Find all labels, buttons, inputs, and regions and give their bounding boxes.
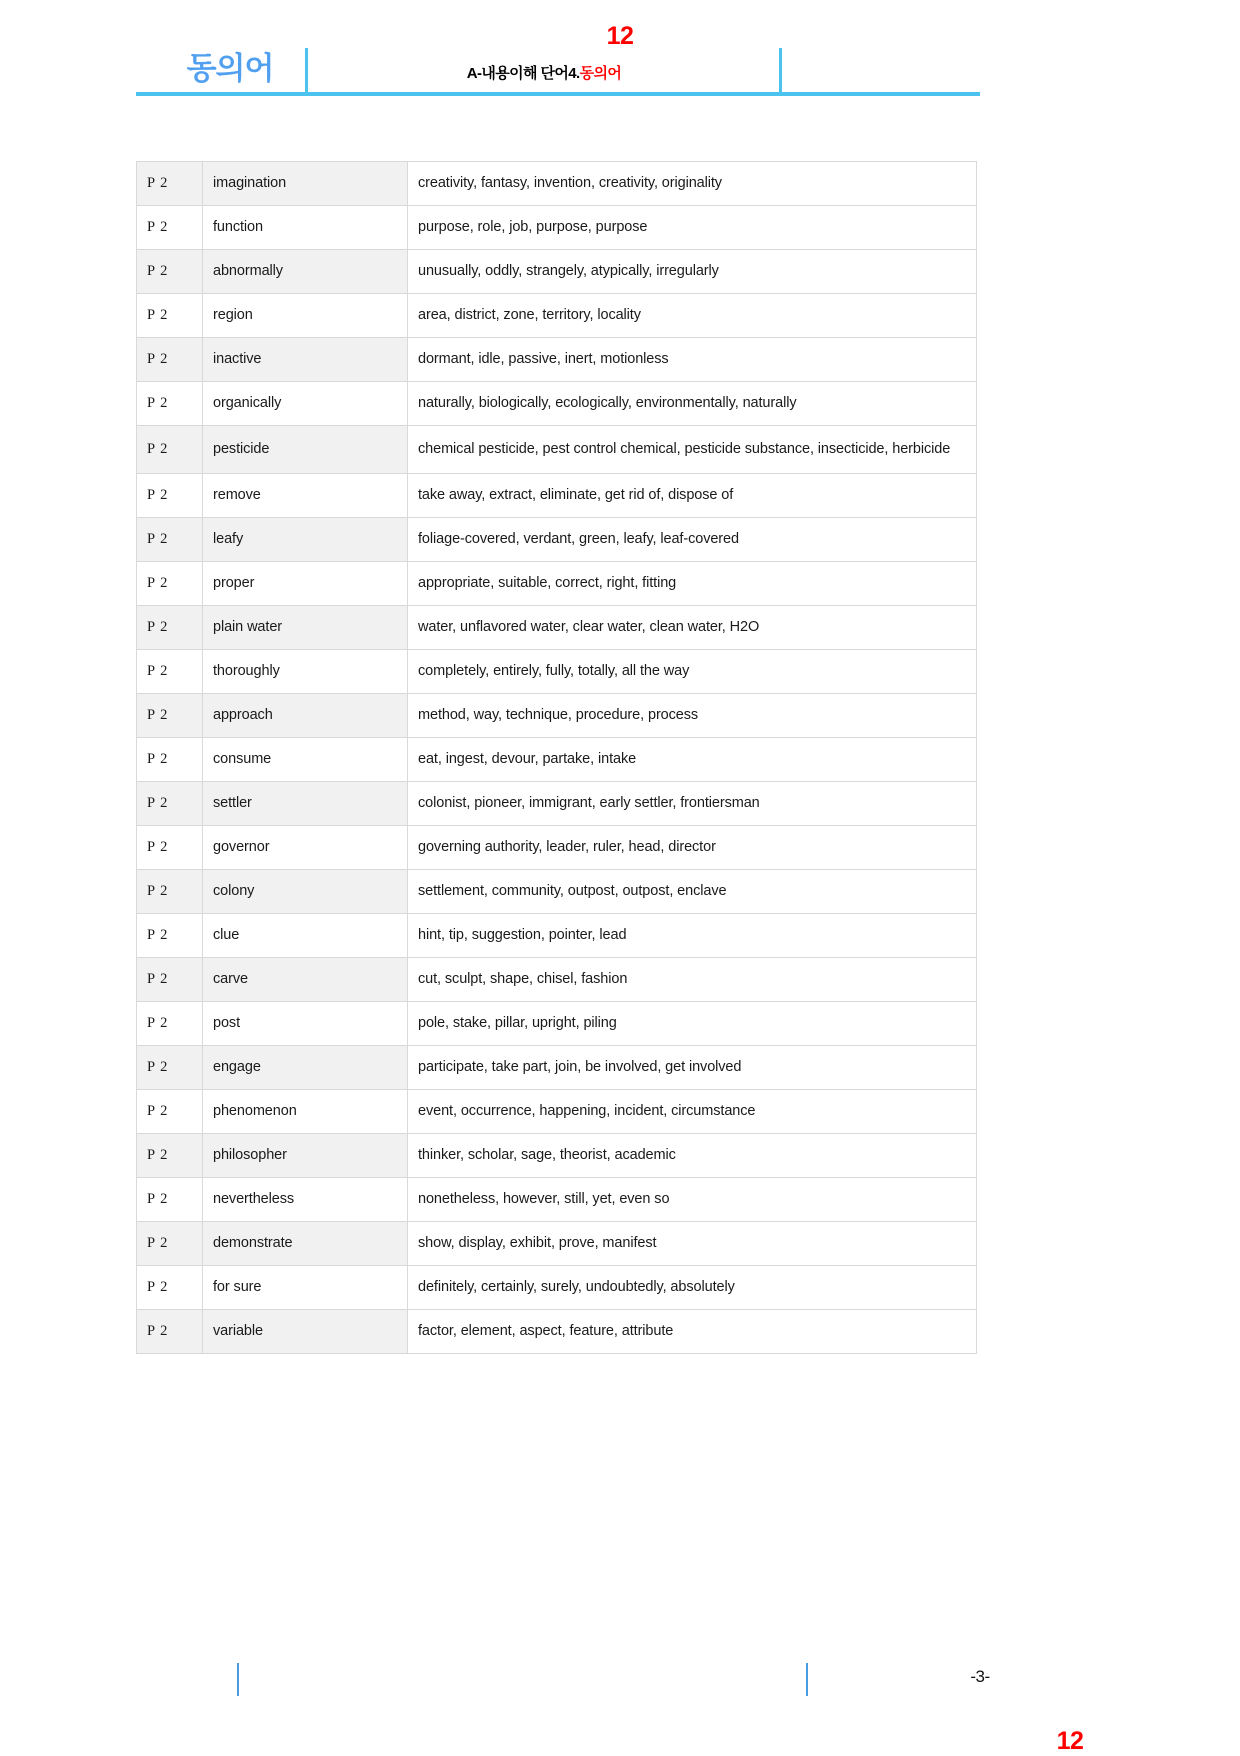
cell-word: carve <box>203 958 408 1002</box>
header-divider-left <box>305 48 308 93</box>
cell-word: for sure <box>203 1266 408 1310</box>
cell-synonyms: chemical pesticide, pest control chemical, pesticide substance, insecticide, herbicide <box>408 426 977 474</box>
cell-word: inactive <box>203 338 408 382</box>
cell-word: thoroughly <box>203 650 408 694</box>
cell-word: demonstrate <box>203 1222 408 1266</box>
page-header <box>0 0 1240 100</box>
cell-word: function <box>203 206 408 250</box>
footer-divider-right <box>806 1663 808 1696</box>
cell-page: P 2 <box>137 338 203 382</box>
cell-page: P 2 <box>137 1002 203 1046</box>
table-row <box>137 562 977 606</box>
cell-page: P 2 <box>137 1134 203 1178</box>
cell-page: P 2 <box>137 826 203 870</box>
cell-synonyms: participate, take part, join, be involved, get involved <box>408 1046 977 1090</box>
cell-page: P 2 <box>137 562 203 606</box>
cell-word: colony <box>203 870 408 914</box>
table-row <box>137 338 977 382</box>
cell-word: consume <box>203 738 408 782</box>
cell-page: P 2 <box>137 206 203 250</box>
cell-page: P 2 <box>137 914 203 958</box>
header-subtitle-accent: 동의어 <box>579 65 622 82</box>
cell-page: P 2 <box>137 1310 203 1354</box>
cell-word: settler <box>203 782 408 826</box>
page-footer <box>0 1650 1240 1754</box>
cell-page: P 2 <box>137 474 203 518</box>
cell-synonyms: take away, extract, eliminate, get rid of, dispose of <box>408 474 977 518</box>
table-row <box>137 870 977 914</box>
cell-synonyms: naturally, biologically, ecologically, environmentally, naturally <box>408 382 977 426</box>
cell-word: approach <box>203 694 408 738</box>
table-row <box>137 1090 977 1134</box>
cell-synonyms: governing authority, leader, ruler, head, director <box>408 826 977 870</box>
cell-synonyms: method, way, technique, procedure, process <box>408 694 977 738</box>
cell-word: region <box>203 294 408 338</box>
cell-page: P 2 <box>137 958 203 1002</box>
header-divider-right <box>779 48 782 93</box>
cell-synonyms: factor, element, aspect, feature, attribute <box>408 1310 977 1354</box>
table-row <box>137 1046 977 1090</box>
cell-synonyms: dormant, idle, passive, inert, motionless <box>408 338 977 382</box>
cell-word: variable <box>203 1310 408 1354</box>
cell-synonyms: colonist, pioneer, immigrant, early settler, frontiersman <box>408 782 977 826</box>
cell-page: P 2 <box>137 1090 203 1134</box>
cell-page: P 2 <box>137 870 203 914</box>
vocabulary-table-body <box>137 162 977 1354</box>
header-section-title: 동의어 <box>186 51 274 86</box>
table-row <box>137 782 977 826</box>
cell-word: leafy <box>203 518 408 562</box>
header-unit-number: 12 <box>606 22 634 50</box>
cell-synonyms: completely, entirely, fully, totally, all the way <box>408 650 977 694</box>
table-row <box>137 738 977 782</box>
cell-page: P 2 <box>137 650 203 694</box>
table-row <box>137 1310 977 1354</box>
table-row <box>137 162 977 206</box>
table-row <box>137 1266 977 1310</box>
cell-synonyms: nonetheless, however, still, yet, even so <box>408 1178 977 1222</box>
table-row <box>137 650 977 694</box>
table-row <box>137 294 977 338</box>
footer-unit-number: 12 <box>1056 1727 1084 1755</box>
cell-synonyms: foliage-covered, verdant, green, leafy, leaf-covered <box>408 518 977 562</box>
table-row <box>137 826 977 870</box>
vocabulary-table-container <box>136 161 976 1354</box>
cell-page: P 2 <box>137 782 203 826</box>
cell-page: P 2 <box>137 382 203 426</box>
cell-page: P 2 <box>137 1178 203 1222</box>
cell-synonyms: appropriate, suitable, correct, right, fitting <box>408 562 977 606</box>
cell-page: P 2 <box>137 250 203 294</box>
table-row <box>137 1134 977 1178</box>
cell-word: pesticide <box>203 426 408 474</box>
cell-word: proper <box>203 562 408 606</box>
header-horizontal-rule <box>136 92 980 96</box>
cell-page: P 2 <box>137 1266 203 1310</box>
table-row <box>137 1222 977 1266</box>
cell-word: remove <box>203 474 408 518</box>
cell-synonyms: area, district, zone, territory, locality <box>408 294 977 338</box>
table-row <box>137 518 977 562</box>
table-row <box>137 474 977 518</box>
cell-page: P 2 <box>137 518 203 562</box>
table-row <box>137 606 977 650</box>
footer-page-label: -3- <box>970 1667 990 1686</box>
table-row <box>137 1178 977 1222</box>
cell-word: imagination <box>203 162 408 206</box>
cell-synonyms: unusually, oddly, strangely, atypically, irregularly <box>408 250 977 294</box>
cell-page: P 2 <box>137 162 203 206</box>
vocabulary-table <box>136 161 977 1354</box>
table-row <box>137 250 977 294</box>
cell-word: organically <box>203 382 408 426</box>
cell-word: plain water <box>203 606 408 650</box>
cell-page: P 2 <box>137 738 203 782</box>
cell-synonyms: definitely, certainly, surely, undoubtedly, absolutely <box>408 1266 977 1310</box>
cell-word: phenomenon <box>203 1090 408 1134</box>
table-row <box>137 382 977 426</box>
cell-word: philosopher <box>203 1134 408 1178</box>
table-row <box>137 958 977 1002</box>
cell-word: nevertheless <box>203 1178 408 1222</box>
cell-page: P 2 <box>137 694 203 738</box>
cell-word: engage <box>203 1046 408 1090</box>
table-row <box>137 426 977 474</box>
cell-page: P 2 <box>137 426 203 474</box>
cell-word: governor <box>203 826 408 870</box>
cell-synonyms: hint, tip, suggestion, pointer, lead <box>408 914 977 958</box>
footer-divider-left <box>237 1663 239 1696</box>
table-row <box>137 914 977 958</box>
table-row <box>137 694 977 738</box>
cell-word: post <box>203 1002 408 1046</box>
cell-synonyms: creativity, fantasy, invention, creativity, originality <box>408 162 977 206</box>
cell-word: abnormally <box>203 250 408 294</box>
cell-page: P 2 <box>137 1222 203 1266</box>
header-subtitle <box>310 62 778 83</box>
cell-synonyms: pole, stake, pillar, upright, piling <box>408 1002 977 1046</box>
table-row <box>137 1002 977 1046</box>
cell-word: clue <box>203 914 408 958</box>
cell-synonyms: cut, sculpt, shape, chisel, fashion <box>408 958 977 1002</box>
table-row <box>137 206 977 250</box>
cell-synonyms: show, display, exhibit, prove, manifest <box>408 1222 977 1266</box>
header-subtitle-main: A-내용이해 단어4. <box>466 65 580 82</box>
cell-synonyms: water, unflavored water, clear water, clean water, H2O <box>408 606 977 650</box>
cell-page: P 2 <box>137 606 203 650</box>
cell-page: P 2 <box>137 294 203 338</box>
cell-synonyms: eat, ingest, devour, partake, intake <box>408 738 977 782</box>
cell-synonyms: purpose, role, job, purpose, purpose <box>408 206 977 250</box>
cell-page: P 2 <box>137 1046 203 1090</box>
cell-synonyms: thinker, scholar, sage, theorist, academic <box>408 1134 977 1178</box>
cell-synonyms: settlement, community, outpost, outpost, enclave <box>408 870 977 914</box>
cell-synonyms: event, occurrence, happening, incident, circumstance <box>408 1090 977 1134</box>
